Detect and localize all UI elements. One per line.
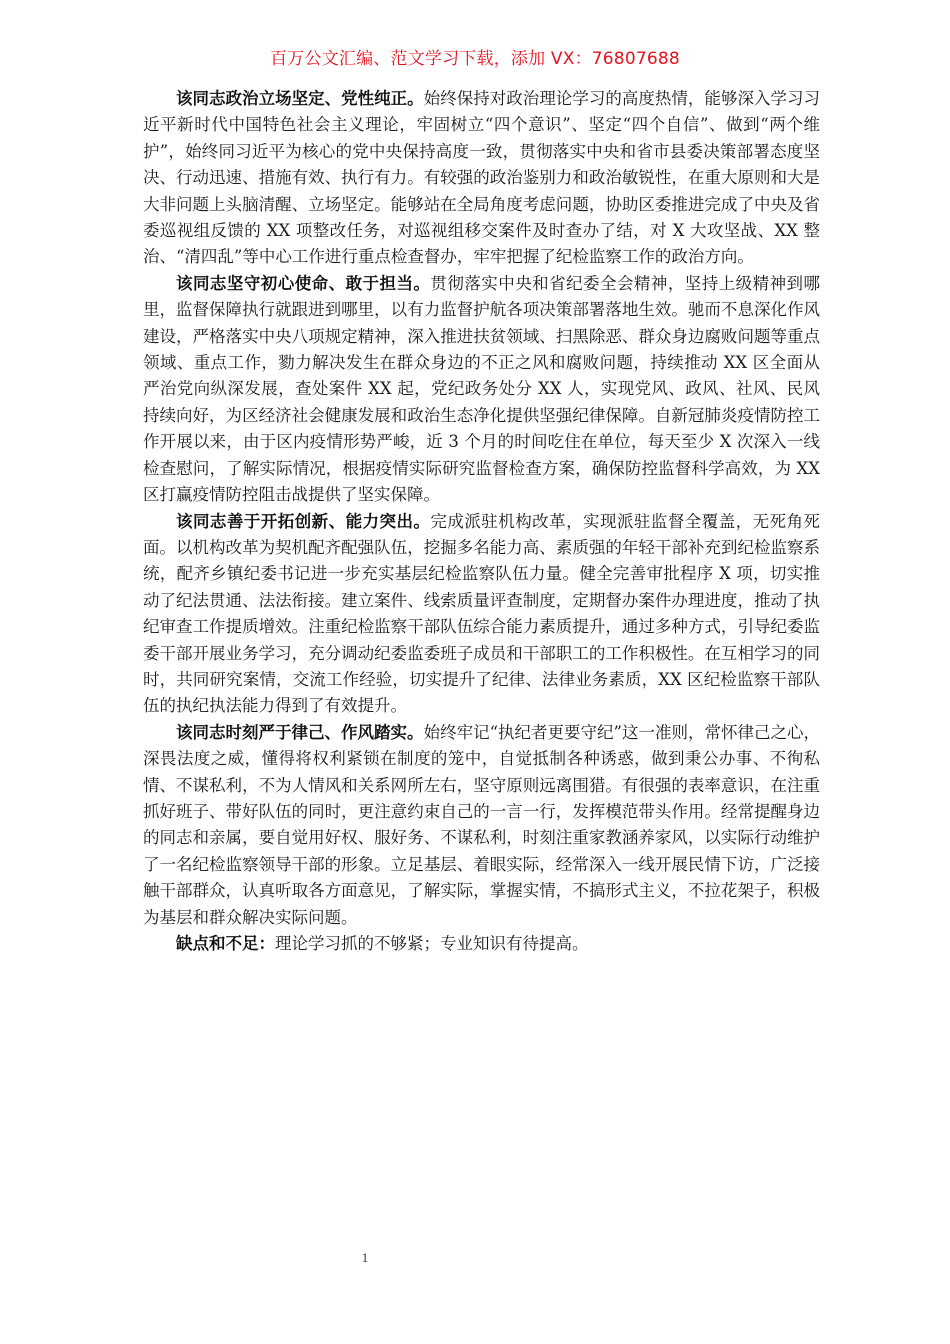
promo-header: 百万公文汇编、范文学习下载，添加 VX：76807688	[270, 49, 680, 69]
paragraph-political-stance	[143, 86, 820, 271]
paragraph-text: 完成派驻机构改革，实现派驻监督全覆盖，无死角死面。以机构改革为契机配齐配强队伍，挖掘多名能力高、素质强的年轻干部补充到纪检监察系统，配齐乡镇纪委书记进一步充实基层纪检监察队伍力量。健全完善审批程序 X 项，切实推动了纪法贯通、法法衔接。建立案件、线索质量评查制度，定期督办案件办理进度，推动了执纪审查工作提质增效。注重纪检监察干部队伍综合能力素质提升，通过多种方式，引导纪委监委干部开展业务学习，充分调动纪委监委班子成员和干部职工的工作积极性。在互相学习的同时，共同研究案情，交流工作经验，切实提升了纪律、法律业务素质，XX 区纪检监察干部队伍的执纪执法能力得到了有效提升。	[143, 511, 821, 716]
paragraph-lead: 该同志善于开拓创新、能力突出。	[176, 511, 431, 531]
paragraph-text: 贯彻落实中央和省纪委全会精神，坚持上级精神到哪里，监督保障执行就跟进到哪里，以有力监督护航各项决策部署落地生效。驰而不息深化作风建设，严格落实中央八项规定精神，深入推进扶贫领域、扫黑除恶、群众身边腐败问题等重点领域、重点工作，勠力解决发生在群众身边的不正之风和腐败问题，持续推动 XX 区全面从严治党向纵深发展，查处案件 XX 起，党纪政务处分 XX 人，实现党风、政风、社风、民风持续向好，为区经济社会健康发展和政治生态净化提供坚强纪律保障。自新冠肺炎疫情防控工作开展以来，由于区内疫情形势严峻，近 3 个月的时间吃住在单位，每天至少 X 次深入一线检查慰问，了解实际情况，根据疫情实际研究监督检查方案，确保防控监督科学高效，为 XX 区打赢疫情防控阻击战提供了坚实保障。	[143, 273, 821, 505]
paragraph-innovation	[143, 509, 820, 720]
page-number: 1	[361, 1250, 369, 1265]
paragraph-lead: 该同志时刻严于律己、作风踏实。	[176, 722, 424, 742]
paragraph-text: 始终牢记“执纪者更要守纪”这一准则，常怀律己之心，深畏法度之威，懂得将权利紧锁在制度的笼中，自觉抵制各种诱惑，做到秉公办事、不徇私情、不谋私利，不为人情风和关系网所左右，坚守原则远离围猎。有很强的表率意识，在注重抓好班子、带好队伍的同时，更注意约束自己的一言一行，发挥模范带头作用。经常提醒身边的同志和亲属，要自觉用好权、服好务、不谋私利，时刻注重家教涵养家风，以实际行动维护了一名纪检监察领导干部的形象。立足基层、着眼实际，经常深入一线开展民情下访，广泛接触干部群众，认真听取各方面意见，了解实际，掌握实情，不搞形式主义，不拉花架子，积极为基层和群众解决实际问题。	[143, 722, 821, 927]
paragraph-lead: 该同志坚守初心使命、敢于担当。	[176, 273, 431, 293]
paragraph-self-discipline	[143, 720, 820, 931]
paragraph-text: 理论学习抓的不够紧；专业知识有待提高。	[275, 934, 589, 953]
paragraph-shortcomings	[143, 931, 820, 957]
paragraph-mission	[143, 271, 820, 509]
paragraph-text: 始终保持对政治理论学习的高度热情，能够深入学习习近平新时代中国特色社会主义理论，牢固树立“四个意识”、坚定“四个自信”、做到“两个维护”，始终同习近平为核心的党中央保持高度一致，贯彻落实中央和省市县委决策部署态度坚决、行动迅速、措施有效、执行有力。有较强的政治鉴别力和政治敏锐性，在重大原则和大是大非问题上头脑清醒、立场坚定。能够站在全局角度考虑问题，协助区委推进完成了中央及省委巡视组反馈的 XX 项整改任务，对巡视组移交案件及时查办了结，对 X 大攻坚战、XX 整治、“清四乱”等中心工作进行重点检查督办，牢牢把握了纪检监察工作的政治方向。	[143, 89, 821, 267]
paragraph-lead: 缺点和不足：	[176, 934, 275, 953]
paragraph-lead: 该同志政治立场坚定、党性纯正。	[176, 89, 424, 108]
document-body	[143, 86, 820, 957]
